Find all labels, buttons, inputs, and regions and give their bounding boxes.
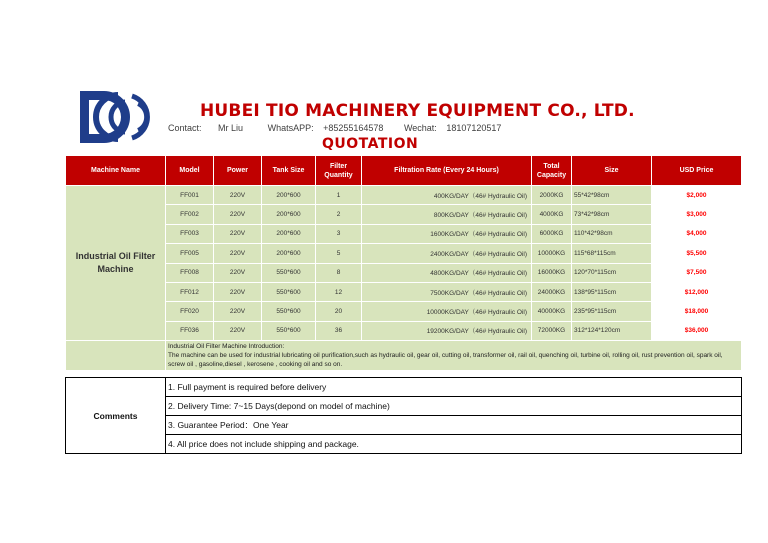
size-cell: 312*124*120cm	[572, 321, 652, 340]
filtration-rate-cell: 7500KG/DAY（46# Hydraulic Oil)	[362, 282, 532, 301]
tank-size-cell: 550*600	[262, 282, 316, 301]
comment-item: 2. Delivery Time: 7~15 Days(depond on model of machine)	[166, 397, 742, 416]
header-total-capacity: Total Capacity	[532, 156, 572, 186]
table-row	[66, 321, 742, 340]
filter-quantity-cell: 5	[316, 244, 362, 263]
tank-size-cell: 200*600	[262, 205, 316, 224]
filter-quantity-cell: 20	[316, 302, 362, 321]
header-size: Size	[572, 156, 652, 186]
capacity-cell: 72000KG	[532, 321, 572, 340]
comments-table	[65, 377, 742, 454]
filter-quantity-cell: 12	[316, 282, 362, 301]
power-cell: 220V	[214, 302, 262, 321]
filter-quantity-cell: 8	[316, 263, 362, 282]
quotation-table	[65, 155, 742, 371]
tank-size-cell: 200*600	[262, 244, 316, 263]
company-logo	[78, 88, 150, 146]
filtration-rate-cell: 19200KG/DAY（46# Hydraulic Oil)	[362, 321, 532, 340]
company-name: HUBEI TIO MACHINERY EQUIPMENT CO., LTD.	[200, 101, 635, 121]
size-cell: 235*95*115cm	[572, 302, 652, 321]
size-cell: 115*68*115cm	[572, 244, 652, 263]
header-filtration-rate: Filtration Rate (Every 24 Hours)	[362, 156, 532, 186]
capacity-cell: 2000KG	[532, 186, 572, 205]
table-row	[66, 224, 742, 243]
filtration-rate-cell: 2400KG/DAY（46# Hydraulic Oil)	[362, 244, 532, 263]
size-cell: 120*70*115cm	[572, 263, 652, 282]
model-cell: FF001	[166, 186, 214, 205]
filtration-rate-cell: 800KG/DAY（46# Hydraulic Oil)	[362, 205, 532, 224]
price-cell: $36,000	[652, 321, 742, 340]
filter-quantity-cell: 36	[316, 321, 362, 340]
quotation-title: QUOTATION	[322, 136, 419, 152]
price-cell: $7,500	[652, 263, 742, 282]
intro-text: The machine can be used for industrial lubricating oil purification,such as hydraulic oil, gear oil, cutting oil, transformer oil, rail oil, quenching oil, turbine oil, rolling oil, rust prevention oil, spark oil, screw oil , gasoline,diesel , kerosene , cooking oil and so on.	[168, 352, 723, 369]
model-cell: FF002	[166, 205, 214, 224]
model-cell: FF003	[166, 224, 214, 243]
model-cell: FF012	[166, 282, 214, 301]
power-cell: 220V	[214, 244, 262, 263]
size-cell: 138*95*115cm	[572, 282, 652, 301]
intro-title: Industrial Oil Filter Machine Introduction:	[168, 343, 285, 351]
capacity-cell: 4000KG	[532, 205, 572, 224]
filtration-rate-cell: 10000KG/DAY（46# Hydraulic Oil)	[362, 302, 532, 321]
tank-size-cell: 550*600	[262, 321, 316, 340]
price-cell: $5,500	[652, 244, 742, 263]
header-tank-size: Tank Size	[262, 156, 316, 186]
tank-size-cell: 200*600	[262, 224, 316, 243]
capacity-cell: 16000KG	[532, 263, 572, 282]
header-power: Power	[214, 156, 262, 186]
capacity-cell: 24000KG	[532, 282, 572, 301]
power-cell: 220V	[214, 205, 262, 224]
wechat-number: 18107120517	[446, 123, 502, 133]
price-cell: $12,000	[652, 282, 742, 301]
header-model: Model	[166, 156, 214, 186]
table-row	[66, 205, 742, 224]
filter-quantity-cell: 1	[316, 186, 362, 205]
power-cell: 220V	[214, 321, 262, 340]
model-cell: FF020	[166, 302, 214, 321]
power-cell: 220V	[214, 224, 262, 243]
capacity-cell: 6000KG	[532, 224, 572, 243]
size-cell: 110*42*98cm	[572, 224, 652, 243]
filtration-rate-cell: 4800KG/DAY（46# Hydraulic Oil)	[362, 263, 532, 282]
wechat-label: Wechat:	[403, 123, 437, 133]
header-machine-name: Machine Name	[66, 156, 166, 186]
price-cell: $4,000	[652, 224, 742, 243]
table-row	[66, 244, 742, 263]
machine-name-cell: Industrial Oil Filter Machine	[66, 186, 166, 341]
tank-size-cell: 200*600	[262, 186, 316, 205]
intro-left-cell	[66, 341, 166, 371]
comment-item: 4. All price does not include shipping and package.	[166, 435, 742, 454]
contact-label: Contact:	[168, 123, 202, 133]
machine-introduction	[166, 341, 742, 371]
header-filter-quantity: Filter Quantity	[316, 156, 362, 186]
filtration-rate-cell: 400KG/DAY（46# Hydraulic Oil)	[362, 186, 532, 205]
power-cell: 220V	[214, 263, 262, 282]
table-row	[66, 282, 742, 301]
table-row	[66, 186, 742, 205]
size-cell: 55*42*98cm	[572, 186, 652, 205]
model-cell: FF005	[166, 244, 214, 263]
whatsapp-number: +85255164578	[323, 123, 384, 133]
price-cell: $18,000	[652, 302, 742, 321]
filter-quantity-cell: 2	[316, 205, 362, 224]
size-cell: 73*42*98cm	[572, 205, 652, 224]
capacity-cell: 40000KG	[532, 302, 572, 321]
capacity-cell: 10000KG	[532, 244, 572, 263]
comment-item: 1. Full payment is required before delivery	[166, 378, 742, 397]
tank-size-cell: 550*600	[262, 263, 316, 282]
power-cell: 220V	[214, 282, 262, 301]
contact-name: Mr Liu	[218, 123, 244, 133]
tank-size-cell: 550*600	[262, 302, 316, 321]
contact-line	[168, 123, 514, 133]
table-row	[66, 263, 742, 282]
comment-item: 3. Guarantee Period：One Year	[166, 416, 742, 435]
power-cell: 220V	[214, 186, 262, 205]
price-cell: $2,000	[652, 186, 742, 205]
price-cell: $3,000	[652, 205, 742, 224]
filter-quantity-cell: 3	[316, 224, 362, 243]
comments-label: Comments	[66, 378, 166, 454]
whatsapp-label: WhatsAPP:	[267, 123, 314, 133]
model-cell: FF036	[166, 321, 214, 340]
filtration-rate-cell: 1600KG/DAY（46# Hydraulic Oil)	[362, 224, 532, 243]
model-cell: FF008	[166, 263, 214, 282]
header-usd-price: USD Price	[652, 156, 742, 186]
table-row	[66, 302, 742, 321]
